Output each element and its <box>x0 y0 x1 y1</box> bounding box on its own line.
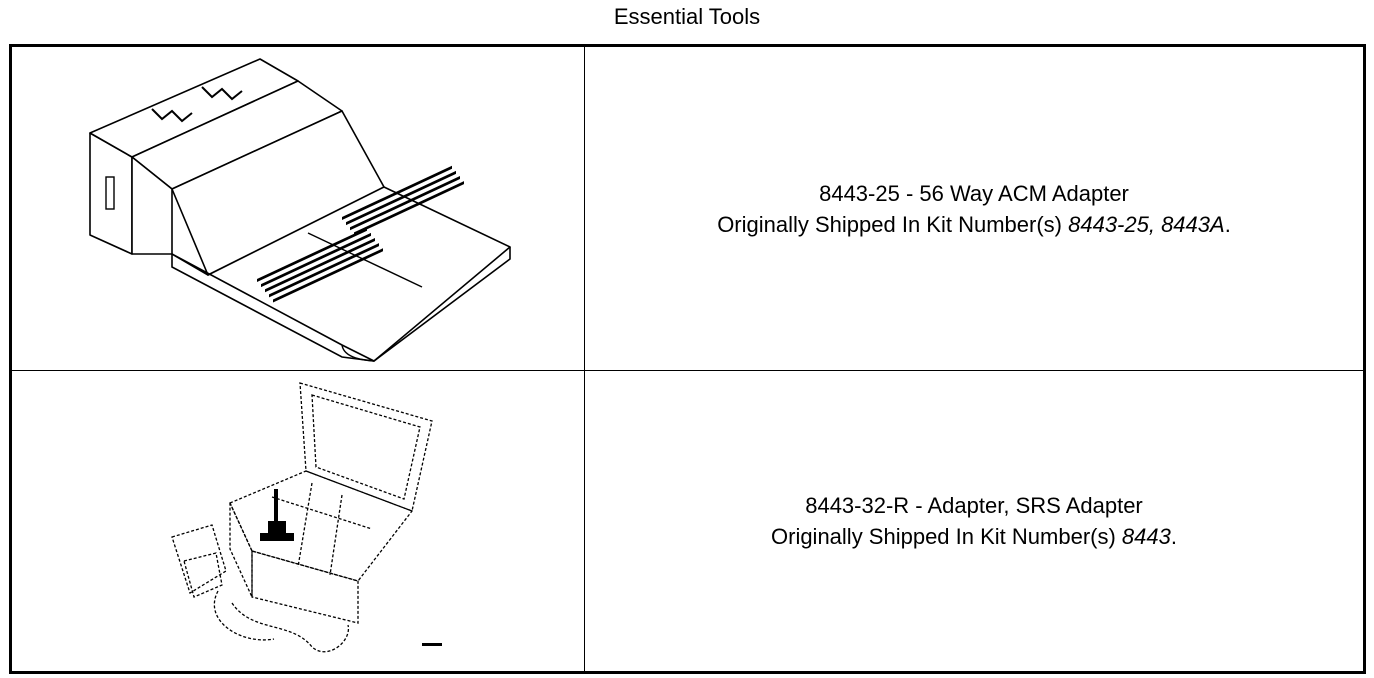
kit-prefix: Originally Shipped In Kit Number(s) <box>717 211 1069 237</box>
kit-suffix: . <box>1170 524 1177 549</box>
tool-name: 8443-25 - 56 Way ACM Adapter <box>819 180 1129 206</box>
tool-description <box>585 371 1363 671</box>
kit-info <box>771 521 1177 552</box>
tool-image-cell <box>12 371 585 671</box>
srs-adapter-kit-illustration <box>12 371 584 671</box>
kit-info <box>717 209 1231 240</box>
kit-numbers: 8443-25, 8443A <box>1068 211 1225 237</box>
kit-numbers: 8443 <box>1121 524 1171 549</box>
essential-tools-table <box>9 44 1366 674</box>
tool-description <box>585 47 1363 370</box>
kit-suffix: . <box>1224 211 1231 237</box>
tool-row <box>12 47 1363 371</box>
tool-row <box>12 371 1363 671</box>
tool-name: 8443-32-R - Adapter, SRS Adapter <box>805 493 1143 518</box>
tool-image-cell <box>12 47 585 370</box>
kit-prefix: Originally Shipped In Kit Number(s) <box>771 524 1122 549</box>
page-title: Essential Tools <box>613 4 761 29</box>
acm-adapter-illustration <box>12 47 584 370</box>
